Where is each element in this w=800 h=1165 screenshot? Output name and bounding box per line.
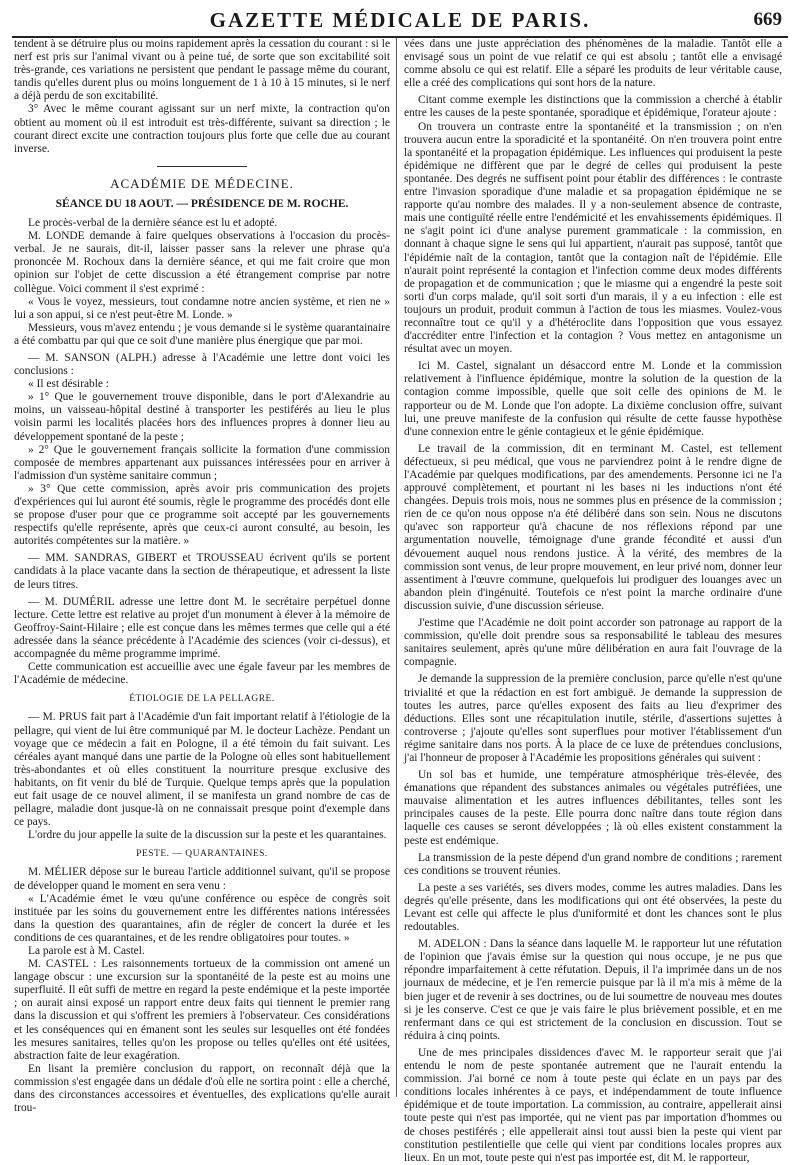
right-column — [404, 38, 782, 1164]
paragraph: L'ordre du jour appelle la suite de la discussion sur la peste et les quarantaines. — [28, 829, 387, 842]
paragraph: » 1° Que le gouvernement trouve disponible, dans le port d'Alexandrie au moins, un vaisseau-hôpital destiné à transporter les pestiférés au lieu le plus voisin parmi les localités placées hors des influences propres à donner lieu au développement spontané de la peste ; — [14, 391, 390, 443]
paragraph: — M. DUMÉRIL adresse une lettre dont M. le secrétaire perpétuel donne lecture. Cette lettre est relative au projet d'un monument à élever à la mémoire de Geoffroy-Saint-Hilaire ; elle est conçue dans les mêmes termes que celle qui a été adressée dans la séance précédente à l'Académie des sciences (voir ci-dessus), et accompagnée du même programme imprimé. — [14, 595, 390, 661]
page-header — [12, 6, 788, 36]
paragraph: — M. SANSON (ALPH.) adresse à l'Académie une lettre dont voici les conclusions : — [14, 351, 390, 378]
journal-title: GAZETTE MÉDICALE DE PARIS. — [209, 8, 591, 32]
paragraph: En lisant la première conclusion du rapport, on reconnaît déjà que la commission s'est engagée dans un dédale d'où elle ne sortira point : elle a cherché, dans des circonstances accessoires et éventuelles, des explications qu'elle aurait trou- — [14, 1062, 390, 1115]
paragraph: M. CASTEL : Les raisonnements tortueux de la commission ont amené un langage obscur : une excursion sur la spontanéité de la peste est au moins une superfluité. Il eût suffi de mettre en regard la peste endémique et la peste importée ; on aurait ainsi exposé un rapport entre deux faits qui tiennent le premier rang dans la discussion et qui s'offrent les premiers à l'observateur. Ces considérations et les conséquences qui en émanent sont les seules sur lesquelles ont été fondées les mesures sanitaires, telles qu'on les propose ou telles qu'elles ont été usitées, abstraction faite de leur exagération. — [14, 958, 390, 1062]
paragraph: La parole est à M. Castel. — [28, 945, 145, 957]
paragraph: « L'Académie émet le vœu qu'une conférence ou espèce de congrès soit instituée par les soins du gouvernement entre les différentes nations intéressées dans la question des quarantaines, afin de régler de concert la durée et les conditions de ces quarantaines, et de les rendre obligatoires pour toutes. » — [14, 892, 390, 944]
paragraph: « Il est désirable : — [28, 378, 109, 391]
paragraph: M. MÉLIER dépose sur le bureau l'article additionnel suivant, qu'il se propose de développer quand le moment en sera venu : — [14, 866, 390, 892]
paragraph: » 2° Que le gouvernement français sollicite la formation d'une commission composée de membres appartenant aux puissances intéressées pour en arriver à l'admission d'un système sanitaire commun ; — [14, 443, 390, 482]
session-heading: SÉANCE DU 18 AOUT. — PRÉSIDENCE DE M. ROCHE. — [55, 197, 349, 210]
paragraph: — M. PRUS fait part à l'Académie d'un fait important relatif à l'étiologie de la pellagre, qui vient de lui être communiqué par M. le docteur Lachèze. Pendant un voyage que ce médecin a fait en Pologne, il a été témoin du fait suivant. Les céréales ayant manqué dans une partie de la Pologne où elles sont habituellement très-abondantes et où elles constituent la nourriture presque exclusive des habitants, on fit venir du blé de Turquie. Quelque temps après que la population eut fait usage de ce nouvel aliment, il se manifesta un grand nombre de cas de pellagre, maladie dont jusque-là on ne connaissait presque point d'exemple dans ce pays. — [14, 711, 390, 829]
paragraph: Messieurs, vous m'avez entendu ; je vous demande si le système quarantainaire a été combattu par qui que ce soit d'une manière plus énergique que par moi. — [14, 321, 390, 347]
paragraph: — MM. SANDRAS, GIBERT et TROUSSEAU écrivent qu'ils se portent candidats à la place vacante dans la section de thérapeutique, et adressent la liste de leurs titres. — [14, 552, 390, 591]
paragraph: « Vous le voyez, messieurs, tout condamne notre ancien système, et rien ne » lui a son appui, si ce n'est peut-être M. Londe. » — [14, 295, 390, 321]
paragraph: 3° Avec le même courant agissant sur un nerf mixte, la contraction qu'on obtient au moment où il est introduit est très-différente, suivant sa direction ; le courant direct excite une contraction toujours plus forte que celle due au courant inverse. — [14, 103, 390, 155]
paragraph: Le procès-verbal de la dernière séance est lu et adopté. — [28, 217, 278, 230]
paragraph: Citant comme exemple les distinctions que la commission a cherché à établir entre les causes de la peste spontanée, sporadique et épidémique, l'orateur ajoute : — [404, 94, 782, 120]
paragraph: On trouvera un contraste entre la spontanéité et la transmission ; on n'en trouvera aucun entre la sporadicité et la spontanéité. On n'en trouvera point entre la spontanéité et la propagation épidémique. Les influences qui produisent la peste épidémique ne diffèrent que par le degré de celles qui produisent la peste spontanée. Des degrés ne suffisent point pour établir des différences : le contraste entre l'invasion sporadique d'une maladie et sa propagation épidémique ne se rapporte qu'au nombre des malades. Il y a non-seulement absence de contraste, mais une contiguïté réelle entre l'endémicité et les envahissements épidémiques. Il ne s'agit point ici d'une analyse purement grammaticale : la commission, en donnant à chaque signe le sens qui lui appartient, n'aurait pas supposé, tantôt que l'épidémie naît de la contagion, tantôt que la contagion naît de l'épidémie. Elle n'aurait point représenté la contagion et l'infection comme deux modes différents de propagation et de communication ; que le miasme qui a engendré la peste soit sorti d'un corps malade, qu'il soit sorti d'un marais, il y a eu infection : elle est toujours un produit, produit commun à l'action de tous les miasmes. Voulez-vous reconnaître tout ce qu'il y a d'hétéroclite dans l'opposition que vous essayez d'accréditer entre l'infection et la contagion ? Vous mettez en antagonisme un résultat avec un moyen. — [404, 120, 782, 356]
section-title: ACADÉMIE DE MÉDECINE. — [110, 175, 294, 191]
paragraph: La transmission de la peste dépend d'un grand nombre de conditions ; rarement ces conditions se trouvent réunies. — [404, 851, 782, 877]
paragraph: tendent à se détruire plus ou moins rapidement après la cessation du courant : si le nerf est pris sur l'animal vivant ou à peine tué, de sorte que son excitabilité soit très-grande, ces variations ne persistent que pendant le passage même du courant, tandis qu'elles durent plus ou moins longuement de 1 à 10 à 15 minutes, si le nerf a déjà perdu de son excitabilité. — [14, 38, 390, 103]
paragraph: Je demande la suppression de la première conclusion, parce qu'elle n'est qu'une trivialité et que la rédaction en est fort ambiguë. Je demande la suppression de toutes les autres, parce qu'elles exposent des faits au lieu d'exprimer des déductions. Elles sont une récapitulation inutile, stérile, d'assertions sujettes à controverse ; j'ajoute qu'elles sont superflues pour motiver l'établissement d'un régime sanitaire dans nos ports. À la place de ce luxe de prétendues conclusions, j'ai l'honneur de proposer à l'Académie les propositions générales qui suivent : — [404, 673, 782, 764]
paragraph: M. LONDE demande à faire quelques observations à l'occasion du procès-verbal. Je ne saurais, dit-il, laisser passer sans la relever une phrase qu'a prononcée M. Rochoux dans la dernière séance, et qui me fait croire que mon opinion sur l'objet de cette discussion a été étrangement comprise par notre collègue. Voici comment il s'est exprimé : — [14, 230, 390, 295]
paragraph: J'estime que l'Académie ne doit point accorder son patronage au rapport de la commission, qu'elle doit prendre sous sa responsabilité le tableau des mesures sanitaires seulement, après qu'une mûre délibération en aura fait l'ouvrage de la compagnie. — [404, 617, 782, 669]
paragraph: Un sol bas et humide, une température atmosphérique très-élevée, des émanations que répandent des substances animales ou végétales putréfiées, une mauvaise alimentation et les autres influences débilitantes, telles sont les principales causes de la peste. Elle pourra donc naître dans toute région dans laquelle ces causes se seront développées ; là où elles existent constamment la peste est endémique. — [404, 769, 782, 847]
divider — [157, 166, 247, 167]
paragraph: M. ADELON : Dans la séance dans laquelle M. le rapporteur lut une réfutation de l'opinion que j'avais émise sur la question qui nous occupe, je ne pus que répondre imparfaitement à cette réfutation. Depuis, il l'a imprimée dans un de nos journaux de médecine, et je l'en remercie puisque par là il m'a mis à même de la bien juger et de revenir à ses doctrines, ou de lui soumettre de nouveau mes doutes si je les conserve. C'est ce que je vais faire le plus brièvement possible, et en me renfermant dans ce qui est strictement de la conclusion en discussion. Tout se réduira à cinq points. — [404, 938, 782, 1042]
paragraph: Le travail de la commission, dit en terminant M. Castel, est tellement défectueux, si peu médical, que vous ne parviendrez point à le rendre digne de l'Académie par quelques modifications, par des amendements. Personne ici ne l'a approuvé complètement, et pourtant ni les bases ni les inductions n'ont été changées. Depuis trois mois, nous ne sommes plus en présence de la commission ; rien de ce qu'on nous oppose n'a été délibéré dans son sein. Nous ne discutons qu'avec son rapporteur qu'à chacune de nos réflexions répond par une argumentation nouvelle, témoignage d'une grande fécondité et aussi d'un dévouement auquel nous rendons justice. À la vérité, des membres de la commission sont venus, de leur propre mouvement, en leur privé nom, donner leur assentiment à l'œuvre commune, quelquefois lui prodiguer des louanges avec un abandon plein d'ingénuité. Toutefois ce n'est point la marche ordinaire d'une discussion suivie, d'une discussion sérieuse. — [404, 442, 782, 612]
subsection-title: ÉTIOLOGIE DE LA PELLAGRE. — [129, 694, 275, 705]
column-separator — [396, 38, 397, 1097]
paragraph: Cette communication est accueillie avec une égale faveur par les membres de l'Académie de médecine. — [14, 661, 390, 687]
paragraph: Une de mes principales dissidences d'avec M. le rapporteur serait que j'ai entendu le nom de peste spontanée autrement que ne l'aurait entendu la commission. J'ai borné ce nom à toute peste qui éclate en un pays par des conditions locales inhérentes à ce pays, et indépendamment de toute influence épidémique et de toute importation. La commission, au contraire, appellerait ainsi toute peste qui n'est pas importée, qui ne vient pas par importation d'hommes ou de choses pestiférés ; elle appellerait ainsi tout aussi bien la peste qui vient par constitution pestilentielle que celle qui vient par conditions locales propres aux lieux. En un mot, toute peste qui n'est pas importée est, dit M. le rapporteur, — [404, 1046, 782, 1164]
paragraph: La peste a ses variétés, ses divers modes, comme les autres maladies. Dans les degrés qu'elle présente, dans les modifications qui ont été observées, la peste du Levant est celle qui affecte le plus d'uniformité et dont les chances sont le plus redoutables. — [404, 881, 782, 934]
page-number: 669 — [753, 9, 782, 30]
paragraph: vées dans une juste appréciation des phénomènes de la maladie. Tantôt elle a envisagé sous un point de vue relatif ce qui est absolu ; tantôt elle a envisagé comme absolu ce qui est relatif. Elle a séparé les produits de leur véritable cause, elle a créé des complications qui sont hors de la nature. — [404, 38, 782, 90]
paragraph: » 3° Que cette commission, après avoir pris communication des projets d'expériences qui lui auront été soumis, règle le programme des procédés dont elle se propose d'user pour que ce programme soit accepté par les gouvernements respectifs qu'elle représente, après que ceux-ci auront consulté, au besoin, les autorités compétentes sur la matière. » — [14, 482, 390, 548]
paragraph: Ici M. Castel, signalant un désaccord entre M. Londe et la commission relativement à l'influence épidémique, montre la solution de la question de la contagion comme impossible, quelle que soit celle des opinions de M. le rapporteur ou de M. Londe que l'on adopte. La dixième conclusion offre, suivant lui, une preuve manifeste de la confusion qui résulte de cette fausse hypothèse d'une connexion entre le génie contagieux et le génie épidémique. — [404, 360, 782, 438]
left-column — [14, 38, 390, 1115]
subsection-title: PESTE. — QUARANTAINES. — [136, 849, 268, 860]
